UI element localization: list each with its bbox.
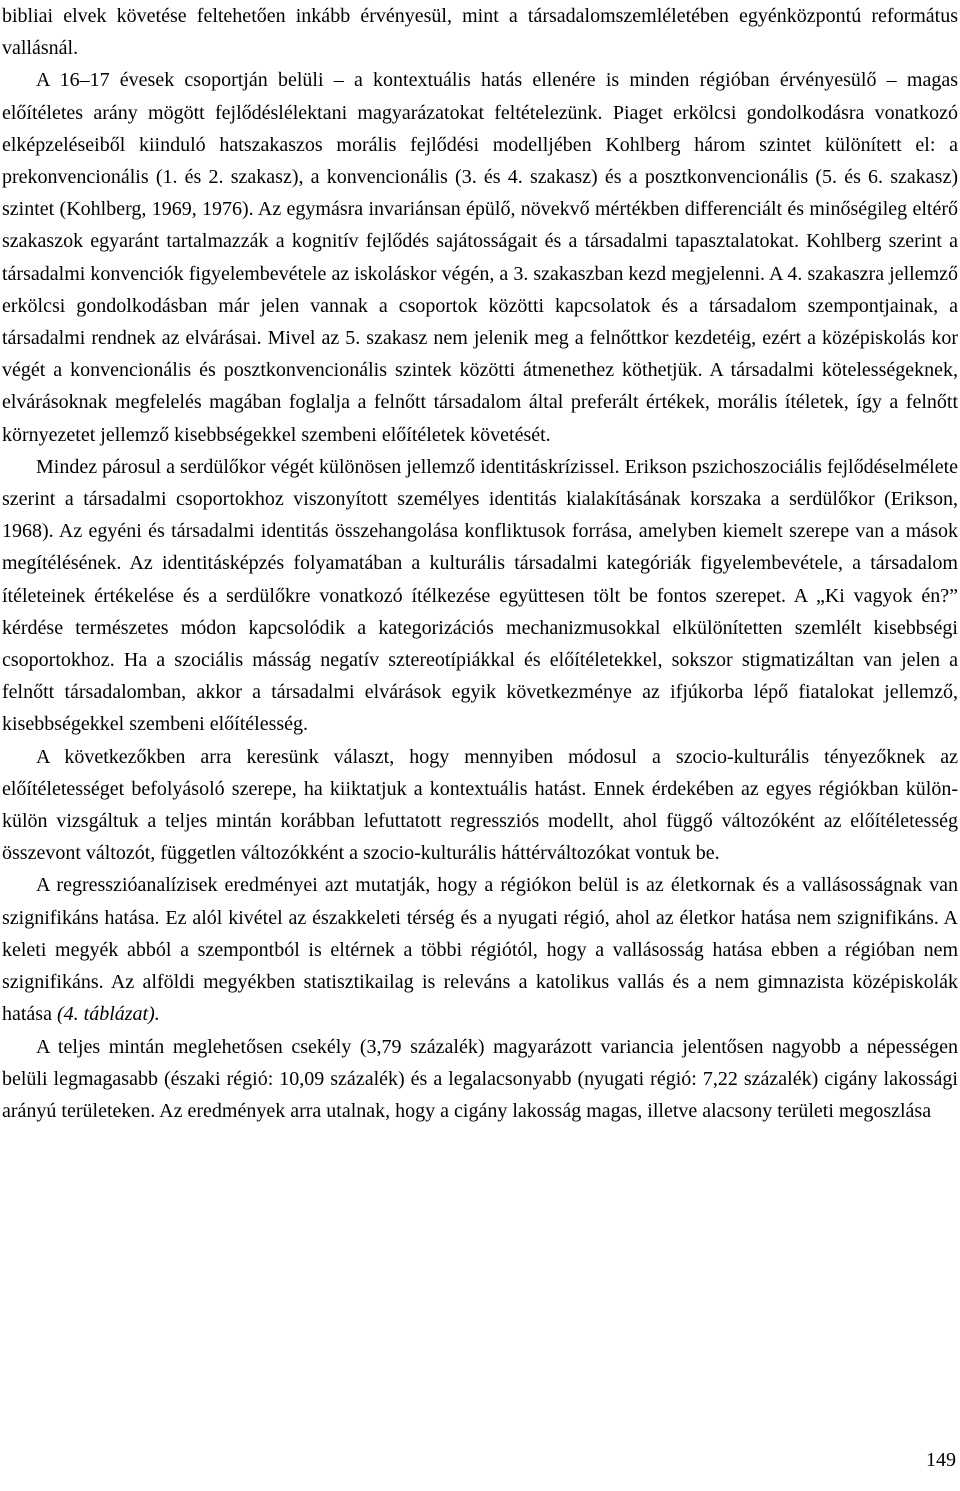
paragraph-erikson-identity: Mindez párosul a serdülőkor végét különösen jellemző identitáskrízissel. Erikson pszichoszociális fejlődéselmélete szerint a társadalmi csoportokhoz viszonyított személyes identitás kialakításának korszaka a serdülőkor (Erikson, 1968). Az egyéni és társadalmi identitás összehangolása konfliktusok forrása, amelyben kiemelt szerepe van a mások megítélésének. Az identitásképzés folyamatában a kulturális társadalmi kategóriák figyelembevétele, a társadalom ítéleteinek értékelése és a serdülőkre vonatkozó ítélkezése együttesen tölt be fontos szerepet. A „Ki vagyok én?” kérdése természetes módon kapcsolódik a kategorizációs mechanizmusokkal elkülönítetten szemlélt kisebbségi csoportokhoz. Ha a szociális másság negatív sztereotípiákkal és előítéletekkel, sokszor stigmatizáltan van jelen a felnőtt társadalomban, akkor a társadalmi elvárások egyik következménye az ifjúkorba lépő fiatalokat jellemző, kisebbségekkel szembeni előítélesség. <box>2 455 958 736</box>
document-page <box>2 0 958 1127</box>
paragraph-regression-results-text: A regresszióanalízisek eredményei azt mutatják, hogy a régiókon belül is az életkornak és a vallásosságnak van szignifikáns hatása. Ez alól kivétel az északkeleti térség és a nyugati régió, ahol az életkor hatása nem szignifikáns. A keleti megyék abból a szempontból is eltérnek a többi régiótól, hogy a vallásosság hatása ebben a régióban nem szignifikáns. Az alföldi megyékben statisztikailag is releváns a katolikus vallás és a nem gimnazista középiskolák hatása <box>2 874 958 1026</box>
paragraph-variance: A teljes mintán meglehetősen csekély (3,79 százalék) magyarázott variancia jelentősen nagyobb a népességen belüli legmagasabb (északi régió: 10,09 százalék) és a legalacsonyabb (nyugati régió: 7,22 százalék) cigány lakossági arányú területeken. Az eredmények arra utalnak, hogy a cigány lakosság magas, illetve alacsony területi megoszlása <box>2 1035 958 1122</box>
paragraph-regression-method: A következőkben arra keresünk választ, hogy mennyiben módosul a szocio-kulturális tényezőknek az előítéletességet befolyásoló szerepe, ha kiiktatjuk a kontextuális hatást. Ennek érdekében az egyes régiókban külön-külön vizsgáltuk a teljes mintán korábban lefuttatott regressziós modellt, ahol függő változóként az előítéletesség összevont változót, független változókként a szocio-kulturális háttérváltozókat vontuk be. <box>2 745 958 865</box>
paragraph-regression-results <box>2 869 958 1030</box>
paragraph-continuation: bibliai elvek követése feltehetően inkább érvényesül, mint a társadalomszemléletében egyénközpontú református vallásnál. <box>2 5 958 60</box>
table-reference: (4. táblázat). <box>56 1003 160 1026</box>
paragraph-kohlberg-stages: A 16–17 évesek csoportján belüli – a kontextuális hatás ellenére is minden régióban érvényesülő – magas előítéletes arány mögött fejlődéslélektani magyarázatokat feltételezünk. Piaget erkölcsi gondolkodásra vonatkozó elképzeléseiből kiinduló hatszakaszos morális fejlődési modelljében Kohlberg három szintet különített el: a prekonvencionális (1. és 2. szakasz), a konvencionális (3. és 4. szakasz) és a posztkonvencionális (5. és 6. szakasz) szintet (Kohlberg, 1969, 1976). Az egymásra invariánsan épülő, növekvő mértékben differenciált és minőségileg eltérő szakaszok egyaránt tartalmazzák a kognitív fejlődés sajátosságait és a társadalmi tapasztalatokat. Kohlberg szerint a társadalmi konvenciók figyelembevétele az iskoláskor végén, a 3. szakaszban kezd megjelenni. A 4. szakaszra jellemző erkölcsi gondolkodásban már jelen vannak a csoportok közötti kapcsolatok és a társadalom szempontjainak, a társadalmi rendnek az elvárásai. Mivel az 5. szakasz nem jelenik meg a felnőttkor kezdetéig, ezért a középiskolás kor végét a konvencionális és posztkonvencionális szintek közötti átmenethez köthetjük. A társadalmi kötelességeknek, elvárásoknak megfelelés magában foglalja a felnőtt társadalom által preferált értékek, morális ítéletek, így a felnőtt környezetet jellemző kisebbségekkel szembeni előítéletek követését. <box>2 69 958 446</box>
page-number: 149 <box>926 1449 956 1471</box>
